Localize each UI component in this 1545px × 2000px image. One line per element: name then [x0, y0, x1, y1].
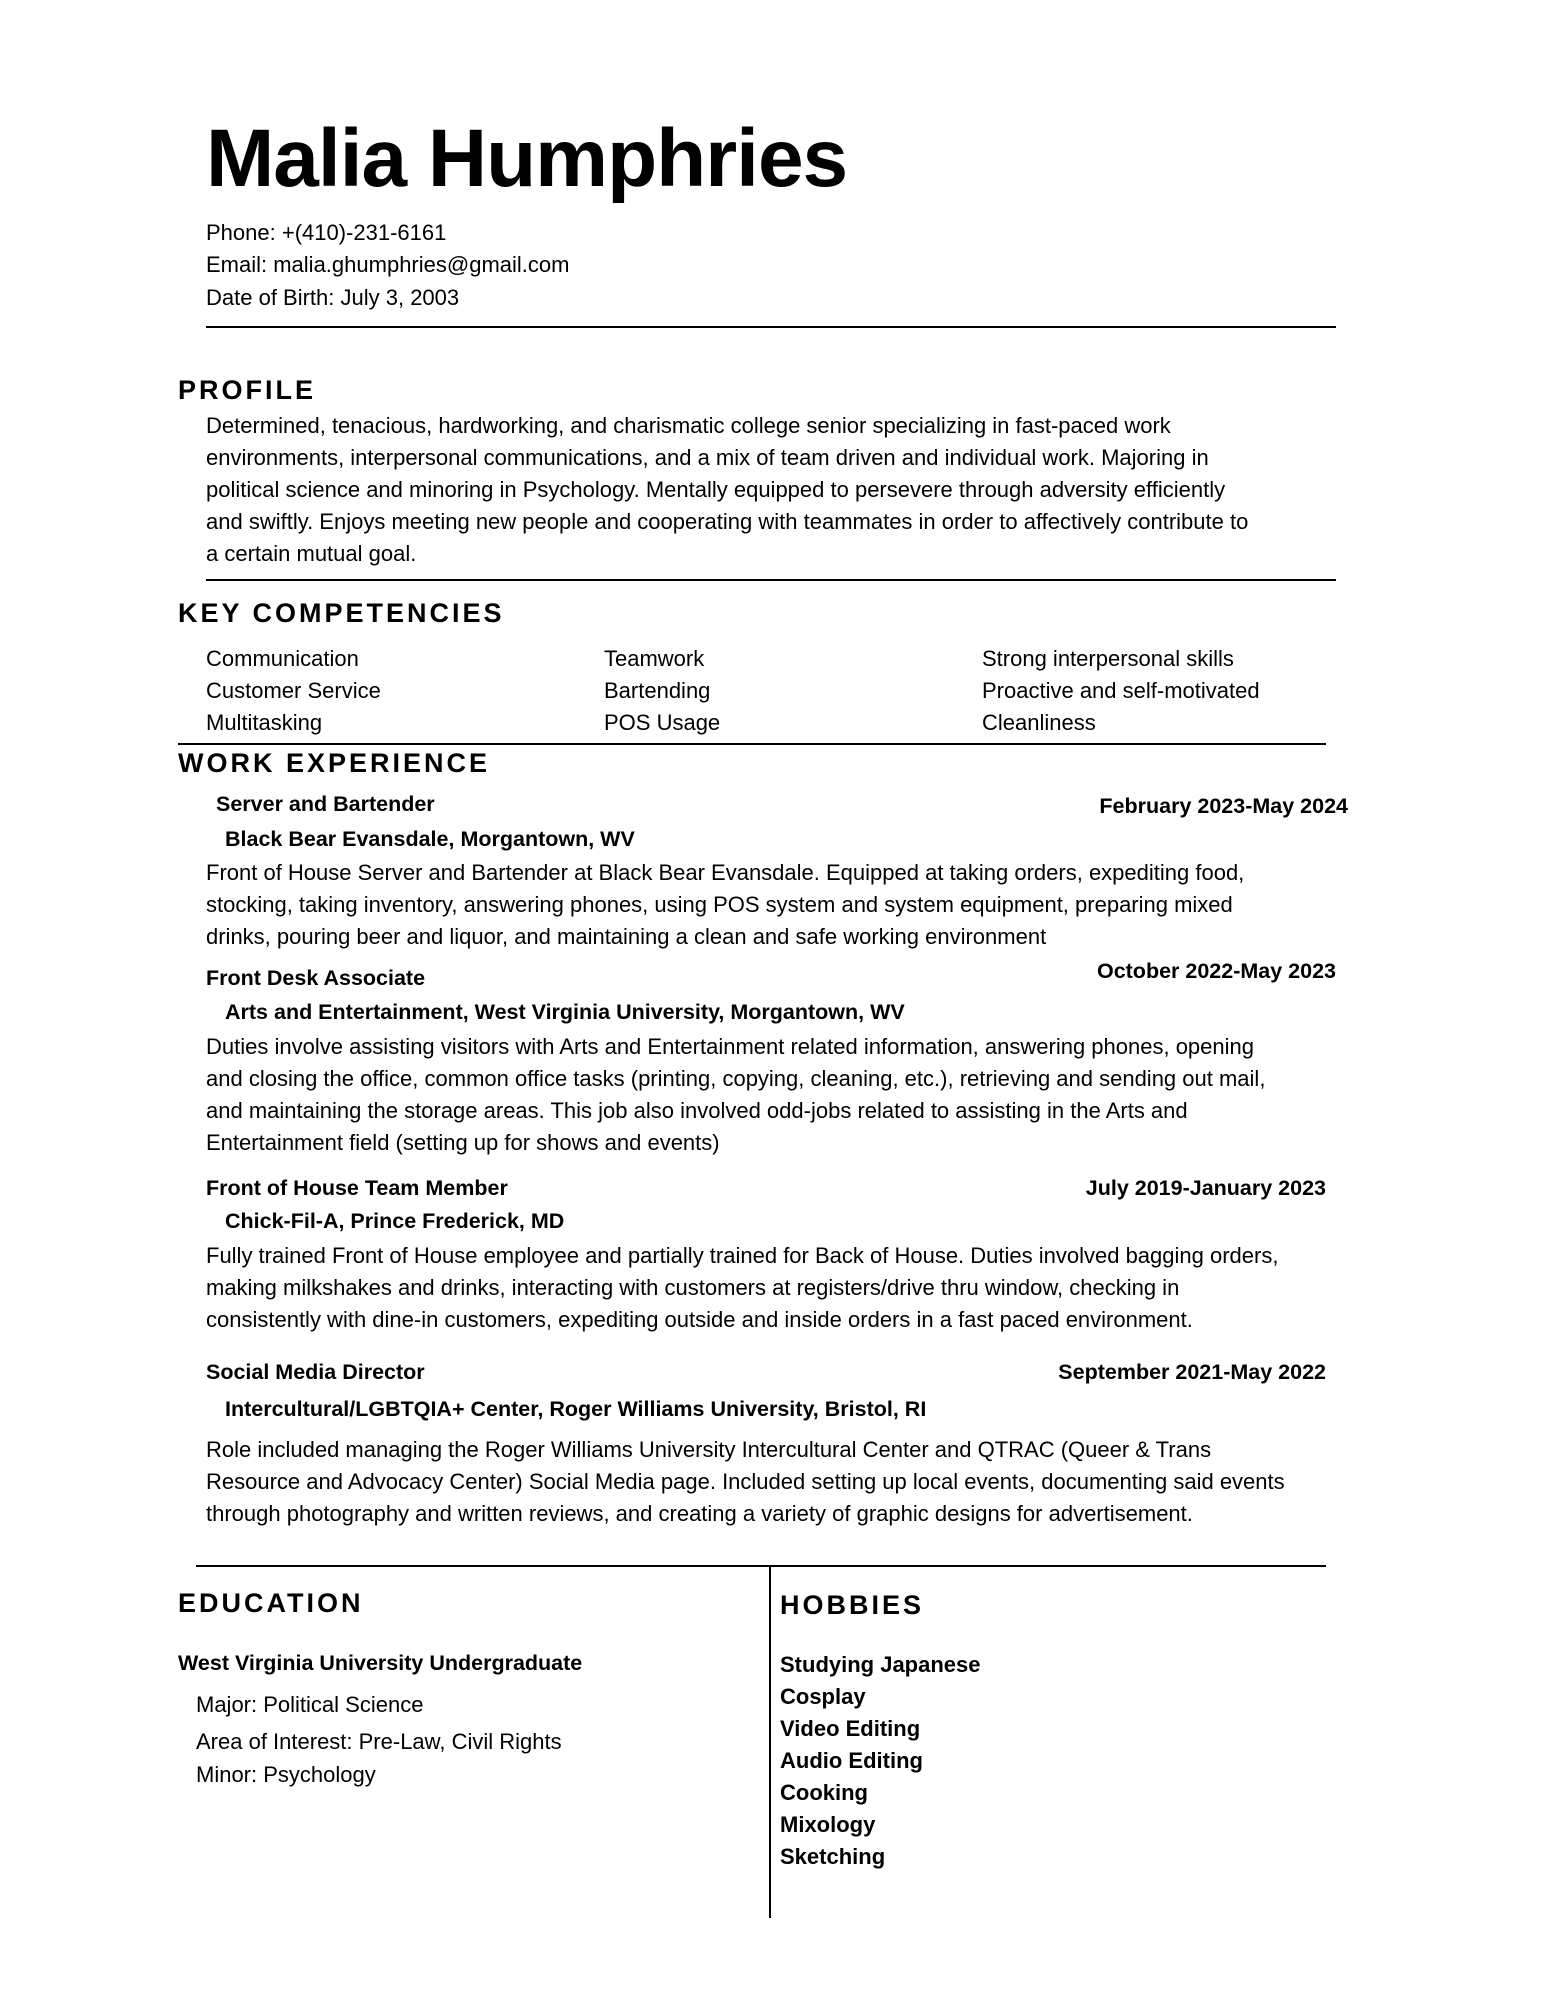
education-heading: EDUCATION [178, 1588, 364, 1618]
header-divider [206, 326, 1336, 328]
job-description-line: and closing the office, common office tasks (printing, copying, cleaning, etc.), retrieving and sending out mail, [206, 1066, 1266, 1091]
contact-phone: Phone: +(410)-231-6161 [206, 220, 447, 245]
competency-item: Bartending [604, 678, 711, 703]
hobby-item: Cooking [780, 1780, 868, 1805]
profile-divider [206, 579, 1336, 581]
hobby-item: Audio Editing [780, 1748, 923, 1773]
competency-item: Teamwork [604, 646, 705, 671]
job-description-line: Resource and Advocacy Center) Social Media page. Included setting up local events, documenting said events [206, 1469, 1285, 1494]
hobby-item: Video Editing [780, 1716, 921, 1741]
competency-item: POS Usage [604, 710, 721, 735]
job-title: Front Desk Associate [206, 966, 426, 990]
job-description [206, 857, 1244, 953]
job-description-line: consistently with dine-in customers, expediting outside and inside orders in a fast paced environment. [206, 1307, 1193, 1332]
job-description [206, 1240, 1278, 1336]
column-divider [769, 1566, 771, 1918]
experience-heading: WORK EXPERIENCE [178, 748, 491, 778]
competency-item: Strong interpersonal skills [982, 646, 1234, 671]
hobby-item: Studying Japanese [780, 1652, 981, 1677]
job-description-line: stocking, taking inventory, answering phones, using POS system and system equipment, preparing mixed [206, 892, 1233, 917]
job-organization: Arts and Entertainment, West Virginia University, Morgantown, WV [225, 1000, 905, 1024]
job-dates: July 2019-January 2023 [1085, 1176, 1326, 1200]
competency-item: Proactive and self-motivated [982, 678, 1260, 703]
job-description-line: Entertainment field (setting up for shows and events) [206, 1130, 720, 1155]
hobby-item: Sketching [780, 1844, 886, 1869]
profile-heading: PROFILE [178, 375, 317, 405]
job-description-line: through photography and written reviews, and creating a variety of graphic designs for advertisement. [206, 1501, 1193, 1526]
profile-line: political science and minoring in Psychology. Mentally equipped to persevere through adversity efficiently [206, 477, 1226, 502]
job-description-line: and maintaining the storage areas. This job also involved odd-jobs related to assisting in the Arts and [206, 1098, 1188, 1123]
job-description-line: Role included managing the Roger Williams University Intercultural Center and QTRAC (Queer & Trans [206, 1437, 1212, 1462]
job-organization: Chick-Fil-A, Prince Frederick, MD [225, 1209, 565, 1233]
job-dates: October 2022-May 2023 [1096, 959, 1336, 983]
job-description [206, 1434, 1285, 1530]
hobbies-heading: HOBBIES [780, 1590, 925, 1620]
contact-dob: Date of Birth: July 3, 2003 [206, 285, 460, 310]
profile-line: and swiftly. Enjoys meeting new people and cooperating with teammates in order to affectively contribute to [206, 509, 1249, 534]
job-description-line: drinks, pouring beer and liquor, and maintaining a clean and safe working environment [206, 924, 1047, 949]
profile-line: environments, interpersonal communications, and a mix of team driven and individual work. Majoring in [206, 445, 1209, 470]
competencies-divider [178, 743, 1326, 745]
job-title: Server and Bartender [216, 792, 435, 816]
hobby-item: Mixology [780, 1812, 876, 1837]
hobby-item: Cosplay [780, 1684, 866, 1709]
job-organization: Intercultural/LGBTQIA+ Center, Roger Williams University, Bristol, RI [225, 1397, 927, 1421]
competency-item: Customer Service [206, 678, 381, 703]
job-dates: September 2021-May 2022 [1058, 1360, 1326, 1384]
education-major: Major: Political Science [196, 1692, 424, 1717]
job-dates: February 2023-May 2024 [1099, 794, 1348, 818]
profile-text [206, 410, 1248, 570]
competency-item: Communication [206, 646, 359, 671]
job-description-line: Duties involve assisting visitors with Arts and Entertainment related information, answering phones, opening [206, 1034, 1254, 1059]
education-school: West Virginia University Undergraduate [178, 1651, 583, 1675]
profile-line: Determined, tenacious, hardworking, and charismatic college senior specializing in fast-paced work [206, 413, 1171, 438]
job-organization: Black Bear Evansdale, Morgantown, WV [225, 827, 635, 851]
job-description-line: Front of House Server and Bartender at Black Bear Evansdale. Equipped at taking orders, expediting food, [206, 860, 1245, 885]
job-title: Front of House Team Member [206, 1176, 508, 1200]
profile-line: a certain mutual goal. [206, 541, 417, 566]
education-interest: Area of Interest: Pre-Law, Civil Rights [196, 1729, 562, 1754]
education-minor: Minor: Psychology [196, 1762, 376, 1787]
job-description [206, 1031, 1265, 1159]
competency-item: Multitasking [206, 710, 323, 735]
competencies-heading: KEY COMPETENCIES [178, 598, 505, 628]
bottom-divider [196, 1565, 1326, 1567]
job-description-line: Fully trained Front of House employee and partially trained for Back of House. Duties involved bagging orders, [206, 1243, 1279, 1268]
job-title: Social Media Director [206, 1360, 425, 1384]
resume-name: Malia Humphries [206, 113, 848, 204]
job-description-line: making milkshakes and drinks, interacting with customers at registers/drive thru window, checking in [206, 1275, 1180, 1300]
contact-email: Email: malia.ghumphries@gmail.com [206, 252, 570, 277]
competency-item: Cleanliness [982, 710, 1096, 735]
